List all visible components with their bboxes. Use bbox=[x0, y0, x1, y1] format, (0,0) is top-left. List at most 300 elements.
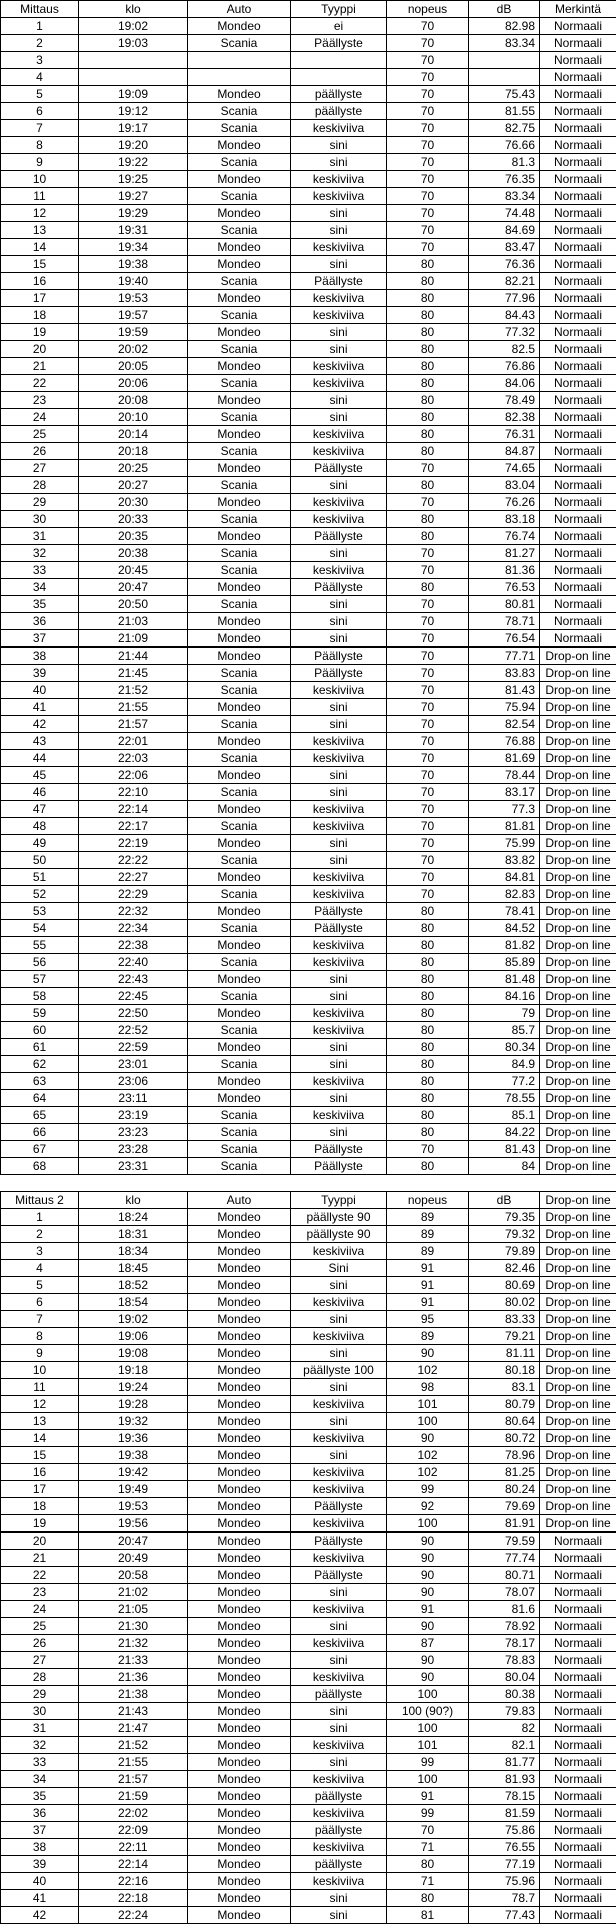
cell-db: 81.11 bbox=[469, 1345, 540, 1362]
cell-tyyppi: Päällyste bbox=[291, 1498, 387, 1515]
cell-klo: 22:14 bbox=[79, 1856, 188, 1873]
cell-tyyppi: päällyste 90 bbox=[291, 1226, 387, 1243]
table-row bbox=[1, 1209, 616, 1226]
cell-db: 78.49 bbox=[469, 392, 540, 409]
cell-tyyppi: päällyste bbox=[291, 1822, 387, 1839]
cell-db: 84.87 bbox=[469, 443, 540, 460]
cell-auto: Mondeo bbox=[188, 699, 291, 716]
cell-tyyppi: päällyste bbox=[291, 103, 387, 120]
cell-mittaus: 20 bbox=[1, 1532, 79, 1550]
cell-auto: Mondeo bbox=[188, 494, 291, 511]
cell-mittaus: 30 bbox=[1, 511, 79, 528]
cell-mittaus: 61 bbox=[1, 1039, 79, 1056]
cell-klo: 19:38 bbox=[79, 1447, 188, 1464]
cell-mittaus: 40 bbox=[1, 682, 79, 699]
cell-tyyppi: Päällyste bbox=[291, 1567, 387, 1584]
cell-auto: Mondeo bbox=[188, 869, 291, 886]
cell-auto: Mondeo bbox=[188, 937, 291, 954]
cell-nopeus: 70 bbox=[387, 205, 469, 222]
cell-mittaus: 38 bbox=[1, 647, 79, 665]
cell-auto: Mondeo bbox=[188, 1039, 291, 1056]
cell-db: 76.54 bbox=[469, 630, 540, 648]
table-row bbox=[1, 1345, 616, 1362]
cell-nopeus: 70 bbox=[387, 869, 469, 886]
cell-auto: Scania bbox=[188, 443, 291, 460]
cell-nopeus: 70 bbox=[387, 716, 469, 733]
cell-nopeus: 80 bbox=[387, 954, 469, 971]
cell-tyyppi: keskiviiva bbox=[291, 120, 387, 137]
cell-db: 82.75 bbox=[469, 120, 540, 137]
cell-klo: 21:30 bbox=[79, 1618, 188, 1635]
cell-db: 76.88 bbox=[469, 733, 540, 750]
cell-merkinta: Normaali bbox=[540, 630, 616, 648]
cell-nopeus: 80 bbox=[387, 971, 469, 988]
table2-header-row bbox=[1, 1192, 616, 1209]
cell-klo: 20:58 bbox=[79, 1567, 188, 1584]
cell-mittaus: 26 bbox=[1, 1635, 79, 1652]
cell-tyyppi: keskiviiva bbox=[291, 1396, 387, 1413]
cell-merkinta: Drop-on line bbox=[540, 1413, 616, 1430]
table-row bbox=[1, 1294, 616, 1311]
cell-merkinta: Drop-on line bbox=[540, 716, 616, 733]
cell-auto: Scania bbox=[188, 1124, 291, 1141]
cell-merkinta: Normaali bbox=[540, 579, 616, 596]
cell-db: 80.02 bbox=[469, 1294, 540, 1311]
cell-mittaus: 21 bbox=[1, 358, 79, 375]
cell-mittaus: 47 bbox=[1, 801, 79, 818]
cell-mittaus: 8 bbox=[1, 1328, 79, 1345]
cell-merkinta: Drop-on line bbox=[540, 1328, 616, 1345]
cell-mittaus: 16 bbox=[1, 273, 79, 290]
cell-db: 81.3 bbox=[469, 154, 540, 171]
cell-tyyppi: sini bbox=[291, 784, 387, 801]
cell-db: 80.79 bbox=[469, 1396, 540, 1413]
cell-merkinta: Normaali bbox=[540, 1788, 616, 1805]
cell-db: 79.69 bbox=[469, 1498, 540, 1515]
cell-auto: Scania bbox=[188, 545, 291, 562]
cell-tyyppi: sini bbox=[291, 1311, 387, 1328]
cell-klo: 21:52 bbox=[79, 1737, 188, 1754]
cell-klo: 21:59 bbox=[79, 1788, 188, 1805]
cell-merkinta: Normaali bbox=[540, 307, 616, 324]
cell-mittaus: 19 bbox=[1, 324, 79, 341]
spacer-cell bbox=[188, 1175, 291, 1192]
table-row bbox=[1, 1822, 616, 1839]
cell-tyyppi: sini bbox=[291, 205, 387, 222]
cell-tyyppi: sini bbox=[291, 1447, 387, 1464]
cell-nopeus: 70 bbox=[387, 767, 469, 784]
table-row bbox=[1, 954, 616, 971]
cell-db bbox=[469, 52, 540, 69]
cell-tyyppi: sini bbox=[291, 1584, 387, 1601]
cell-tyyppi: keskiviiva bbox=[291, 239, 387, 256]
cell-mittaus: 12 bbox=[1, 205, 79, 222]
cell-auto: Scania bbox=[188, 375, 291, 392]
spacer-cell bbox=[291, 1175, 387, 1192]
cell-nopeus: 71 bbox=[387, 1873, 469, 1890]
cell-db: 83.47 bbox=[469, 239, 540, 256]
cell-nopeus: 70 bbox=[387, 222, 469, 239]
cell-tyyppi: keskiviiva bbox=[291, 1294, 387, 1311]
cell-auto: Scania bbox=[188, 273, 291, 290]
cell-tyyppi: päällyste bbox=[291, 1686, 387, 1703]
cell-merkinta: Drop-on line bbox=[540, 886, 616, 903]
cell-db: 82.38 bbox=[469, 409, 540, 426]
cell-merkinta: Drop-on line bbox=[540, 682, 616, 699]
cell-merkinta: Drop-on line bbox=[540, 903, 616, 920]
cell-merkinta: Normaali bbox=[540, 562, 616, 579]
cell-tyyppi: Päällyste bbox=[291, 460, 387, 477]
cell-klo: 19:12 bbox=[79, 103, 188, 120]
cell-merkinta: Drop-on line bbox=[540, 1022, 616, 1039]
cell-mittaus: 23 bbox=[1, 1584, 79, 1601]
cell-db: 78.17 bbox=[469, 1635, 540, 1652]
cell-merkinta: Normaali bbox=[540, 18, 616, 35]
cell-merkinta: Normaali bbox=[540, 596, 616, 613]
table-row bbox=[1, 784, 616, 801]
cell-merkinta: Normaali bbox=[540, 613, 616, 630]
cell-nopeus: 80 bbox=[387, 579, 469, 596]
header-nopeus: nopeus bbox=[387, 1, 469, 18]
cell-klo: 19:38 bbox=[79, 256, 188, 273]
cell-mittaus: 11 bbox=[1, 188, 79, 205]
cell-db: 84.16 bbox=[469, 988, 540, 1005]
cell-db: 77.3 bbox=[469, 801, 540, 818]
cell-mittaus: 37 bbox=[1, 1822, 79, 1839]
cell-tyyppi: keskiviiva bbox=[291, 290, 387, 307]
table-row bbox=[1, 69, 616, 86]
cell-auto: Mondeo bbox=[188, 256, 291, 273]
cell-nopeus: 90 bbox=[387, 1345, 469, 1362]
cell-auto: Mondeo bbox=[188, 1005, 291, 1022]
cell-auto: Mondeo bbox=[188, 1328, 291, 1345]
cell-mittaus: 54 bbox=[1, 920, 79, 937]
cell-mittaus: 24 bbox=[1, 409, 79, 426]
cell-db: 76.31 bbox=[469, 426, 540, 443]
table-row bbox=[1, 1413, 616, 1430]
cell-nopeus: 70 bbox=[387, 18, 469, 35]
cell-auto: Mondeo bbox=[188, 1277, 291, 1294]
cell-mittaus: 18 bbox=[1, 1498, 79, 1515]
cell-tyyppi: Päällyste bbox=[291, 1158, 387, 1175]
cell-db: 84 bbox=[469, 1158, 540, 1175]
cell-mittaus: 15 bbox=[1, 256, 79, 273]
cell-merkinta: Normaali bbox=[540, 1584, 616, 1601]
cell-auto: Mondeo bbox=[188, 971, 291, 988]
cell-nopeus: 80 bbox=[387, 426, 469, 443]
cell-db: 76.74 bbox=[469, 528, 540, 545]
cell-tyyppi: Päällyste bbox=[291, 579, 387, 596]
cell-merkinta: Drop-on line bbox=[540, 1243, 616, 1260]
cell-db: 77.96 bbox=[469, 290, 540, 307]
cell-nopeus: 91 bbox=[387, 1294, 469, 1311]
cell-klo: 23:28 bbox=[79, 1141, 188, 1158]
cell-nopeus: 80 bbox=[387, 324, 469, 341]
table-row bbox=[1, 1056, 616, 1073]
cell-merkinta: Drop-on line bbox=[540, 920, 616, 937]
table-row bbox=[1, 971, 616, 988]
cell-mittaus: 43 bbox=[1, 733, 79, 750]
cell-auto: Scania bbox=[188, 886, 291, 903]
cell-klo: 20:49 bbox=[79, 1550, 188, 1567]
table-row bbox=[1, 409, 616, 426]
table-row bbox=[1, 1073, 616, 1090]
cell-auto: Mondeo bbox=[188, 1856, 291, 1873]
cell-merkinta: Drop-on line bbox=[540, 1481, 616, 1498]
table-row bbox=[1, 375, 616, 392]
cell-klo: 22:18 bbox=[79, 1890, 188, 1907]
cell-mittaus: 68 bbox=[1, 1158, 79, 1175]
cell-tyyppi: keskiviiva bbox=[291, 511, 387, 528]
cell-klo: 19:56 bbox=[79, 1515, 188, 1533]
table-row bbox=[1, 801, 616, 818]
cell-mittaus: 59 bbox=[1, 1005, 79, 1022]
cell-tyyppi: keskiviiva bbox=[291, 358, 387, 375]
cell-klo: 21:52 bbox=[79, 682, 188, 699]
cell-db: 83.17 bbox=[469, 784, 540, 801]
cell-nopeus: 70 bbox=[387, 239, 469, 256]
cell-tyyppi: sini bbox=[291, 835, 387, 852]
cell-tyyppi: keskiviiva bbox=[291, 1669, 387, 1686]
table-row bbox=[1, 1243, 616, 1260]
cell-nopeus: 91 bbox=[387, 1601, 469, 1618]
cell-klo: 22:34 bbox=[79, 920, 188, 937]
cell-merkinta: Drop-on line bbox=[540, 1447, 616, 1464]
cell-tyyppi: Päällyste bbox=[291, 903, 387, 920]
cell-tyyppi: keskiviiva bbox=[291, 801, 387, 818]
cell-auto: Mondeo bbox=[188, 86, 291, 103]
cell-klo: 19:28 bbox=[79, 1396, 188, 1413]
cell-merkinta: Drop-on line bbox=[540, 1039, 616, 1056]
cell-klo: 22:17 bbox=[79, 818, 188, 835]
cell-tyyppi: keskiviiva bbox=[291, 1328, 387, 1345]
cell-tyyppi: sini bbox=[291, 409, 387, 426]
cell-mittaus: 25 bbox=[1, 1618, 79, 1635]
cell-mittaus: 3 bbox=[1, 52, 79, 69]
cell-mittaus: 33 bbox=[1, 562, 79, 579]
cell-klo: 20:06 bbox=[79, 375, 188, 392]
cell-auto: Scania bbox=[188, 477, 291, 494]
cell-nopeus: 70 bbox=[387, 188, 469, 205]
table-row bbox=[1, 1839, 616, 1856]
cell-nopeus: 70 bbox=[387, 886, 469, 903]
cell-klo: 19:32 bbox=[79, 1413, 188, 1430]
cell-merkinta: Normaali bbox=[540, 392, 616, 409]
cell-merkinta: Normaali bbox=[540, 256, 616, 273]
cell-auto: Mondeo bbox=[188, 1430, 291, 1447]
cell-tyyppi: Päällyste bbox=[291, 1141, 387, 1158]
cell-nopeus: 70 bbox=[387, 562, 469, 579]
table-row bbox=[1, 426, 616, 443]
cell-tyyppi: sini bbox=[291, 767, 387, 784]
cell-db: 79.32 bbox=[469, 1226, 540, 1243]
table-row bbox=[1, 1703, 616, 1720]
cell-klo: 22:19 bbox=[79, 835, 188, 852]
cell-tyyppi: sini bbox=[291, 716, 387, 733]
cell-db: 76.66 bbox=[469, 137, 540, 154]
cell-tyyppi: päällyste 90 bbox=[291, 1209, 387, 1226]
cell-auto: Scania bbox=[188, 1107, 291, 1124]
cell-mittaus: 31 bbox=[1, 528, 79, 545]
cell-auto: Mondeo bbox=[188, 1567, 291, 1584]
cell-klo: 22:22 bbox=[79, 852, 188, 869]
cell-auto: Mondeo bbox=[188, 1873, 291, 1890]
cell-nopeus: 90 bbox=[387, 1532, 469, 1550]
cell-tyyppi: sini bbox=[291, 341, 387, 358]
cell-auto: Mondeo bbox=[188, 1243, 291, 1260]
cell-merkinta: Drop-on line bbox=[540, 1515, 616, 1533]
cell-mittaus: 13 bbox=[1, 222, 79, 239]
cell-nopeus: 90 bbox=[387, 1669, 469, 1686]
cell-klo: 18:54 bbox=[79, 1294, 188, 1311]
cell-klo: 22:38 bbox=[79, 937, 188, 954]
cell-mittaus: 42 bbox=[1, 1907, 79, 1924]
table-row bbox=[1, 205, 616, 222]
cell-db: 77.32 bbox=[469, 324, 540, 341]
cell-merkinta: Drop-on line bbox=[540, 1498, 616, 1515]
cell-tyyppi: sini bbox=[291, 1890, 387, 1907]
cell-merkinta: Drop-on line bbox=[540, 1090, 616, 1107]
cell-tyyppi: keskiviiva bbox=[291, 494, 387, 511]
cell-db: 75.99 bbox=[469, 835, 540, 852]
cell-merkinta: Normaali bbox=[540, 1754, 616, 1771]
cell-mittaus: 67 bbox=[1, 1141, 79, 1158]
cell-auto: Mondeo bbox=[188, 1345, 291, 1362]
cell-klo: 19:53 bbox=[79, 1498, 188, 1515]
cell-nopeus: 80 bbox=[387, 528, 469, 545]
cell-auto: Mondeo bbox=[188, 1073, 291, 1090]
cell-mittaus: 28 bbox=[1, 1669, 79, 1686]
cell-auto: Mondeo bbox=[188, 137, 291, 154]
cell-db: 81.82 bbox=[469, 937, 540, 954]
cell-merkinta: Normaali bbox=[540, 1601, 616, 1618]
cell-klo: 21:57 bbox=[79, 716, 188, 733]
cell-nopeus: 70 bbox=[387, 137, 469, 154]
table-row bbox=[1, 852, 616, 869]
cell-db: 80.34 bbox=[469, 1039, 540, 1056]
cell-db: 82.98 bbox=[469, 18, 540, 35]
cell-auto: Mondeo bbox=[188, 1771, 291, 1788]
cell-auto bbox=[188, 52, 291, 69]
cell-db: 80.24 bbox=[469, 1481, 540, 1498]
cell-db: 82.83 bbox=[469, 886, 540, 903]
cell-db: 80.38 bbox=[469, 1686, 540, 1703]
cell-klo: 19:02 bbox=[79, 1311, 188, 1328]
cell-klo: 22:10 bbox=[79, 784, 188, 801]
cell-nopeus: 71 bbox=[387, 1839, 469, 1856]
cell-nopeus: 102 bbox=[387, 1464, 469, 1481]
cell-merkinta: Normaali bbox=[540, 1839, 616, 1856]
cell-merkinta: Normaali bbox=[540, 1907, 616, 1924]
cell-mittaus: 14 bbox=[1, 1430, 79, 1447]
cell-auto: Mondeo bbox=[188, 613, 291, 630]
cell-nopeus: 70 bbox=[387, 120, 469, 137]
table-row bbox=[1, 341, 616, 358]
cell-nopeus: 70 bbox=[387, 86, 469, 103]
cell-klo: 19:53 bbox=[79, 290, 188, 307]
cell-nopeus: 70 bbox=[387, 665, 469, 682]
cell-mittaus: 34 bbox=[1, 579, 79, 596]
cell-merkinta: Normaali bbox=[540, 239, 616, 256]
cell-auto: Mondeo bbox=[188, 205, 291, 222]
cell-tyyppi: sini bbox=[291, 154, 387, 171]
cell-db: 83.04 bbox=[469, 477, 540, 494]
table-row bbox=[1, 1720, 616, 1737]
cell-nopeus: 80 bbox=[387, 341, 469, 358]
cell-nopeus: 80 bbox=[387, 1124, 469, 1141]
cell-mittaus: 36 bbox=[1, 613, 79, 630]
cell-klo: 21:55 bbox=[79, 699, 188, 716]
table-row bbox=[1, 86, 616, 103]
cell-mittaus: 63 bbox=[1, 1073, 79, 1090]
cell-db: 82.5 bbox=[469, 341, 540, 358]
cell-auto: Scania bbox=[188, 1022, 291, 1039]
cell-merkinta: Drop-on line bbox=[540, 818, 616, 835]
cell-mittaus: 64 bbox=[1, 1090, 79, 1107]
cell-tyyppi: Sini bbox=[291, 1260, 387, 1277]
cell-nopeus: 80 bbox=[387, 1107, 469, 1124]
cell-nopeus: 80 bbox=[387, 1056, 469, 1073]
cell-klo: 22:40 bbox=[79, 954, 188, 971]
table-row bbox=[1, 733, 616, 750]
cell-mittaus: 35 bbox=[1, 596, 79, 613]
cell-tyyppi: keskiviiva bbox=[291, 1464, 387, 1481]
cell-tyyppi: sini bbox=[291, 1090, 387, 1107]
cell-klo: 21:33 bbox=[79, 1652, 188, 1669]
cell-tyyppi: Päällyste bbox=[291, 1532, 387, 1550]
cell-auto: Mondeo bbox=[188, 1515, 291, 1533]
cell-auto: Mondeo bbox=[188, 324, 291, 341]
cell-tyyppi bbox=[291, 52, 387, 69]
cell-merkinta: Drop-on line bbox=[540, 1345, 616, 1362]
table-row bbox=[1, 460, 616, 477]
cell-merkinta: Normaali bbox=[540, 1567, 616, 1584]
cell-tyyppi: päällyste bbox=[291, 1856, 387, 1873]
cell-db: 81.59 bbox=[469, 1805, 540, 1822]
cell-tyyppi: keskiviiva bbox=[291, 1022, 387, 1039]
cell-nopeus: 70 bbox=[387, 733, 469, 750]
cell-tyyppi: keskiviiva bbox=[291, 307, 387, 324]
cell-db: 75.94 bbox=[469, 699, 540, 716]
header-merkinta: Drop-on line bbox=[540, 1192, 616, 1209]
cell-merkinta: Normaali bbox=[540, 1532, 616, 1550]
header-klo: klo bbox=[79, 1192, 188, 1209]
cell-tyyppi: keskiviiva bbox=[291, 443, 387, 460]
cell-tyyppi: sini bbox=[291, 1652, 387, 1669]
cell-mittaus: 40 bbox=[1, 1873, 79, 1890]
cell-db: 84.9 bbox=[469, 1056, 540, 1073]
cell-auto: Mondeo bbox=[188, 767, 291, 784]
cell-nopeus: 70 bbox=[387, 494, 469, 511]
table-row bbox=[1, 903, 616, 920]
cell-db: 77.74 bbox=[469, 1550, 540, 1567]
table-row bbox=[1, 1090, 616, 1107]
header-db: dB bbox=[469, 1, 540, 18]
cell-auto: Mondeo bbox=[188, 1550, 291, 1567]
cell-klo: 21:44 bbox=[79, 647, 188, 665]
cell-db: 82.21 bbox=[469, 273, 540, 290]
cell-mittaus: 52 bbox=[1, 886, 79, 903]
cell-merkinta: Normaali bbox=[540, 1618, 616, 1635]
cell-mittaus: 25 bbox=[1, 426, 79, 443]
cell-db: 78.7 bbox=[469, 1890, 540, 1907]
cell-tyyppi: keskiviiva bbox=[291, 818, 387, 835]
cell-mittaus: 20 bbox=[1, 341, 79, 358]
cell-auto: Scania bbox=[188, 954, 291, 971]
cell-nopeus: 70 bbox=[387, 69, 469, 86]
cell-auto: Mondeo bbox=[188, 1226, 291, 1243]
cell-db: 84.06 bbox=[469, 375, 540, 392]
